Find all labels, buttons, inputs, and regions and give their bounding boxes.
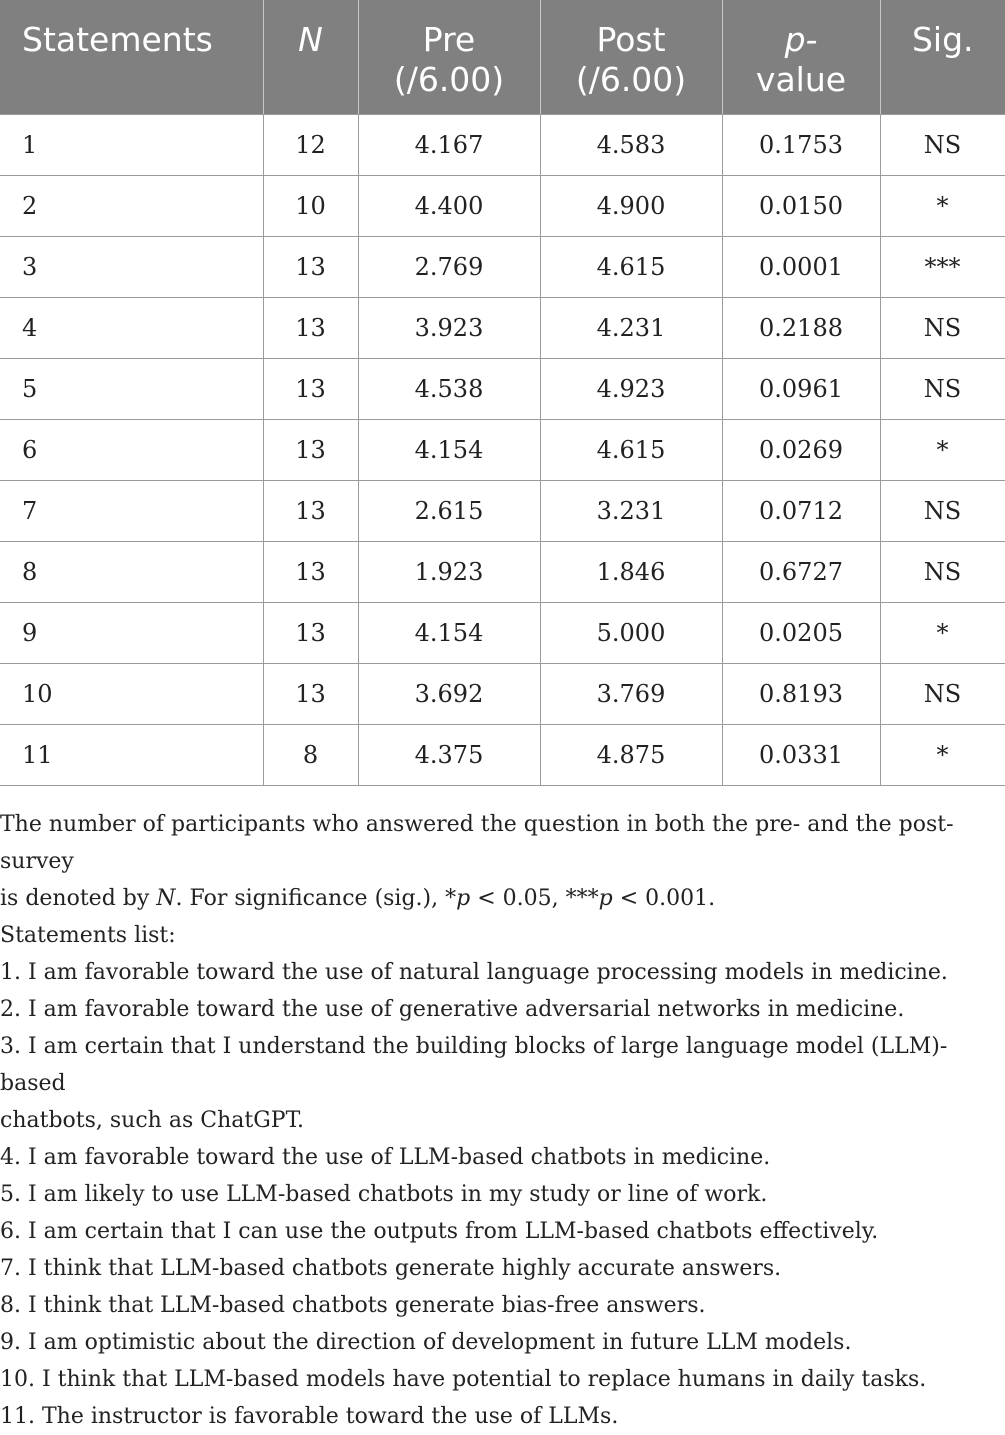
cell-post: 5.000 [540,603,722,664]
header-pre-line1: Pre [422,20,476,59]
cell-n: 13 [263,481,358,542]
cell-statement: 2 [0,176,263,237]
cell-sig: NS [880,298,1005,359]
cell-pvalue: 0.6727 [722,542,880,603]
cell-pre: 4.154 [358,420,540,481]
footnote-p-symbol: p [456,886,471,911]
cell-n: 13 [263,359,358,420]
footnote-text: . For significance (sig.), * [175,886,457,911]
cell-sig: * [880,420,1005,481]
cell-sig: * [880,725,1005,786]
table-row [0,237,1005,298]
statement-item-10: 10. I think that LLM-based models have potential to replace humans in daily tasks. [0,1367,927,1392]
cell-post: 4.231 [540,298,722,359]
header-n-label: N [298,20,323,59]
table-row [0,542,1005,603]
cell-pvalue: 0.0961 [722,359,880,420]
cell-statement: 7 [0,481,263,542]
footnote-text: is denoted by [0,886,157,911]
header-row [0,0,1005,115]
footnote-line1: The number of participants who answered the question in both the pre- and the post-survey [0,812,954,874]
cell-n: 13 [263,542,358,603]
cell-pvalue: 0.0712 [722,481,880,542]
cell-n: 13 [263,664,358,725]
footnote-n-symbol: N [156,886,176,911]
cell-sig: NS [880,359,1005,420]
footnote-line2 [0,880,1000,917]
cell-statement: 4 [0,298,263,359]
cell-pvalue: 0.0269 [722,420,880,481]
header-pvalue [722,0,880,115]
table-row [0,481,1005,542]
table-row [0,359,1005,420]
cell-post: 3.231 [540,481,722,542]
statement-item-3-continued: chatbots, such as ChatGPT. [0,1108,305,1133]
cell-sig: NS [880,481,1005,542]
cell-pvalue: 0.8193 [722,664,880,725]
cell-pre: 4.400 [358,176,540,237]
cell-pre: 2.615 [358,481,540,542]
cell-pre: 4.167 [358,115,540,176]
statement-item-9: 9. I am optimistic about the direction of development in future LLM models. [0,1330,852,1355]
header-sig [880,0,1005,115]
table-row [0,176,1005,237]
header-pvalue-line2: value [755,60,847,99]
table-row [0,664,1005,725]
cell-statement: 8 [0,542,263,603]
cell-sig: NS [880,115,1005,176]
header-post-line1: Post [596,20,666,59]
header-pre [358,0,540,115]
cell-statement: 3 [0,237,263,298]
cell-pvalue: 0.0205 [722,603,880,664]
cell-post: 4.615 [540,420,722,481]
statement-item-5: 5. I am likely to use LLM-based chatbots in my study or line of work. [0,1182,768,1207]
cell-sig: NS [880,542,1005,603]
cell-statement: 11 [0,725,263,786]
table-notes [0,806,1000,1435]
cell-n: 8 [263,725,358,786]
cell-pvalue: 0.0001 [722,237,880,298]
header-pvalue-line1 [723,20,880,60]
cell-pre: 4.538 [358,359,540,420]
table-header [0,0,1005,115]
statement-item-3: 3. I am certain that I understand the building blocks of large language model (LLM)-based [0,1034,948,1096]
cell-n: 13 [263,603,358,664]
cell-pre: 3.923 [358,298,540,359]
cell-sig: *** [880,237,1005,298]
cell-sig: NS [880,664,1005,725]
statement-item-1: 1. I am favorable toward the use of natural language processing models in medicine. [0,960,948,985]
header-pvalue-line1-text: p- [784,20,818,59]
cell-pvalue: 0.0150 [722,176,880,237]
cell-n: 13 [263,298,358,359]
table-row [0,725,1005,786]
table-row [0,420,1005,481]
cell-pre: 3.692 [358,664,540,725]
cell-statement: 5 [0,359,263,420]
cell-n: 12 [263,115,358,176]
cell-post: 4.875 [540,725,722,786]
cell-post: 4.900 [540,176,722,237]
cell-n: 10 [263,176,358,237]
footnote-p-symbol: p [598,886,613,911]
footnote-text: < 0.05, *** [470,886,599,911]
statement-item-8: 8. I think that LLM-based chatbots generate bias-free answers. [0,1293,706,1318]
header-statements [0,0,263,115]
statement-item-7: 7. I think that LLM-based chatbots generate highly accurate answers. [0,1256,782,1281]
statement-item-6: 6. I am certain that I can use the outputs from LLM-based chatbots effectively. [0,1219,879,1244]
header-pre-line2: (/6.00) [393,60,505,99]
header-statements-label: Statements [22,20,213,59]
table-body [0,115,1005,786]
cell-pre: 2.769 [358,237,540,298]
cell-n: 13 [263,237,358,298]
statement-item-4: 4. I am favorable toward the use of LLM-based chatbots in medicine. [0,1145,771,1170]
header-post-line2: (/6.00) [575,60,687,99]
header-post [540,0,722,115]
cell-statement: 1 [0,115,263,176]
statements-list-heading: Statements list: [0,923,176,948]
cell-sig: * [880,176,1005,237]
cell-pre: 4.375 [358,725,540,786]
cell-post: 4.923 [540,359,722,420]
table-row [0,298,1005,359]
statement-item-2: 2. I am favorable toward the use of generative adversarial networks in medicine. [0,997,905,1022]
cell-post: 1.846 [540,542,722,603]
cell-pre: 1.923 [358,542,540,603]
cell-statement: 9 [0,603,263,664]
cell-pvalue: 0.2188 [722,298,880,359]
statement-item-11: 11. The instructor is favorable toward the use of LLMs. [0,1404,619,1429]
cell-sig: * [880,603,1005,664]
table-row [0,115,1005,176]
cell-statement: 6 [0,420,263,481]
cell-post: 3.769 [540,664,722,725]
table-row [0,603,1005,664]
cell-post: 4.615 [540,237,722,298]
cell-pre: 4.154 [358,603,540,664]
cell-statement: 10 [0,664,263,725]
cell-n: 13 [263,420,358,481]
header-sig-label: Sig. [911,20,974,59]
footnote-text: < 0.001. [612,886,716,911]
cell-pvalue: 0.0331 [722,725,880,786]
cell-post: 4.583 [540,115,722,176]
cell-pvalue: 0.1753 [722,115,880,176]
header-n [263,0,358,115]
